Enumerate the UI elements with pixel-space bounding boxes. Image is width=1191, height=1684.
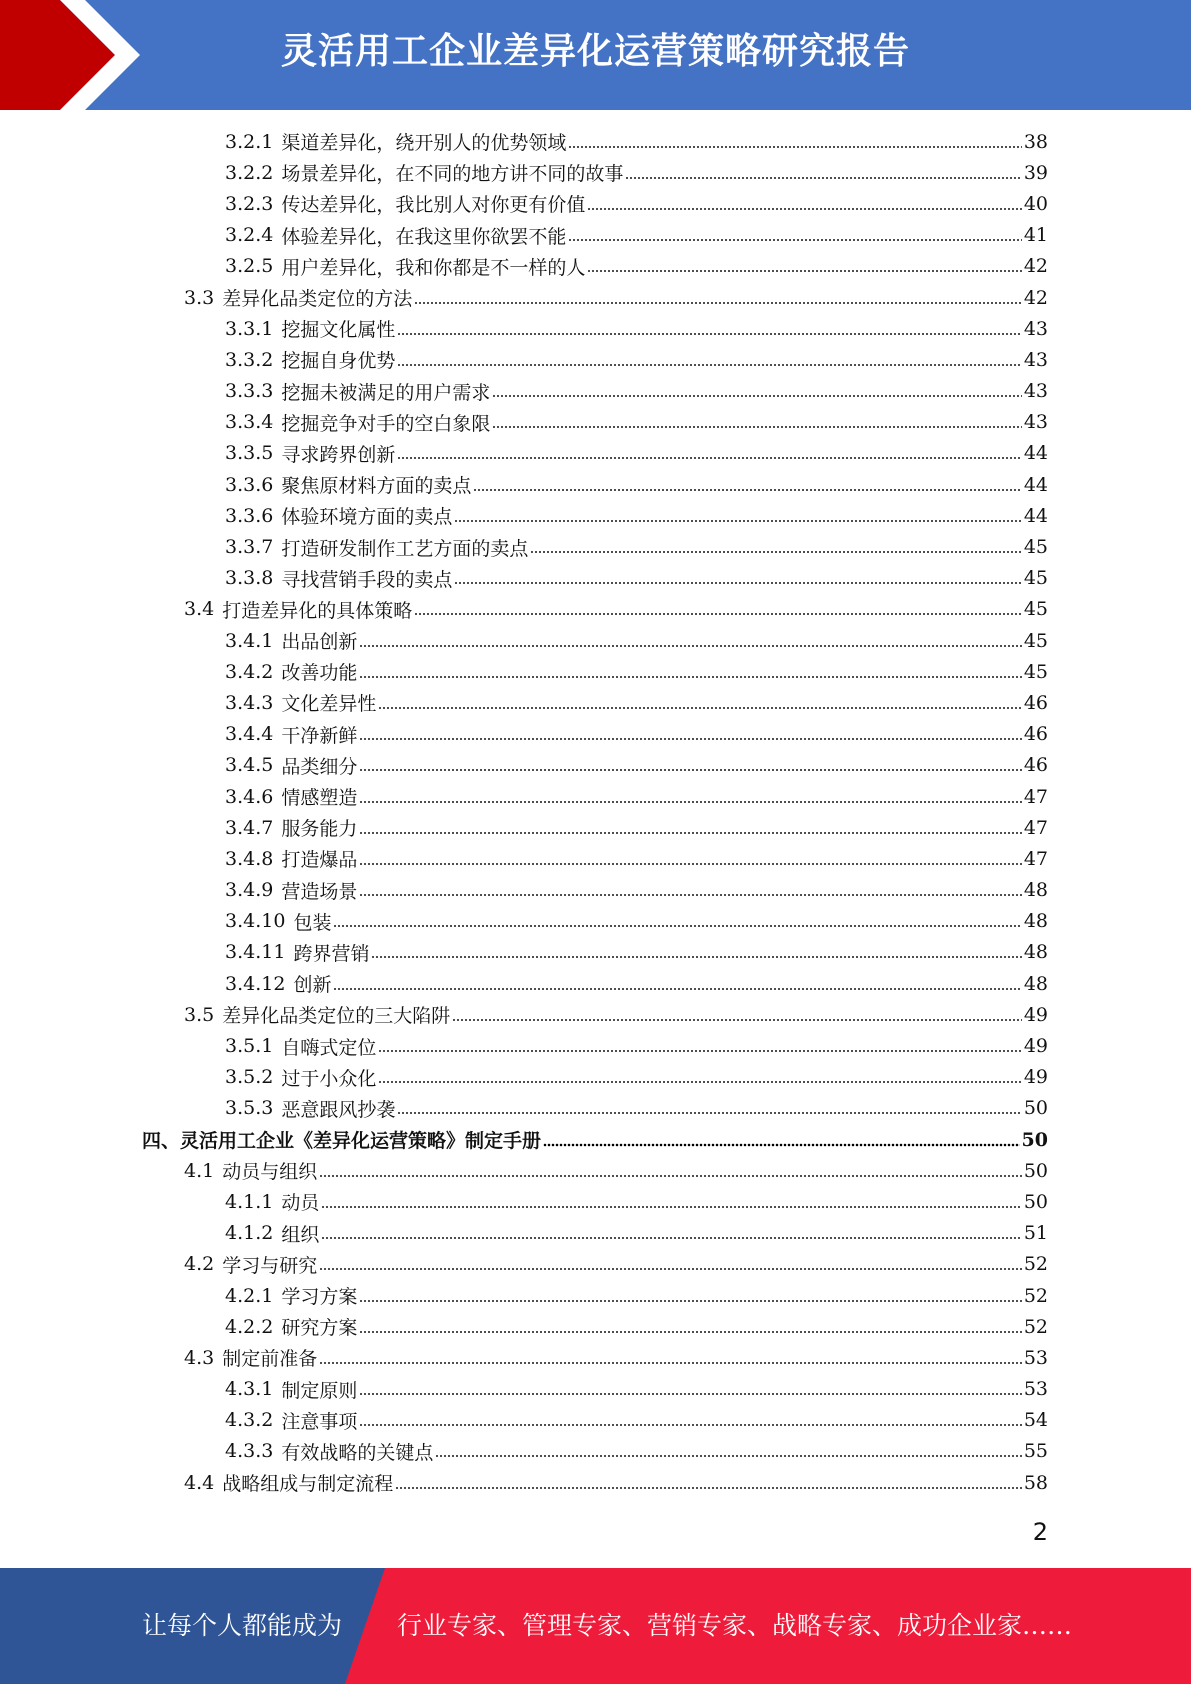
toc-entry-title: 文化差异性 [281,693,377,716]
toc-entry-number: 3.4.8 [225,847,274,870]
toc-entry-number: 3.2.2 [225,161,274,184]
toc-entry-number: 4.2.1 [225,1284,274,1307]
toc-entry-page: 50 [1021,1128,1048,1151]
toc-dot-leader [359,892,1021,898]
toc-entry-title: 创新 [293,974,332,997]
toc-dot-leader [397,455,1021,461]
toc-entry-page: 44 [1023,473,1048,496]
toc-entry-page: 50 [1023,1190,1048,1213]
toc-entry[interactable] [0,1436,1191,1467]
toc-entry-page: 52 [1023,1315,1048,1338]
toc-dot-leader [378,1048,1021,1054]
document-title: 灵活用工企业差异化运营策略研究报告 [280,31,910,72]
toc-dot-leader [359,767,1021,773]
toc-entry-title: 干净新鲜 [281,724,358,747]
footer-roles: 行业专家、管理专家、营销专家、战略专家、成功企业家…… [397,1611,1073,1640]
toc-dot-leader [452,1017,1022,1023]
toc-dot-leader [359,674,1021,680]
toc-dot-leader [568,237,1021,243]
toc-dot-leader [359,1391,1021,1397]
toc-entry[interactable] [0,719,1191,750]
toc-entry-number: 3.3.5 [225,442,274,465]
toc-entry-title: 场景差异化，在不同的地方讲不同的故事 [281,163,624,186]
toc-entry-title: 战略组成与制定流程 [222,1473,394,1496]
toc-dot-leader [333,923,1021,929]
toc-entry-title: 品类细分 [281,755,358,778]
toc-entry-number: 3.4.9 [225,879,274,902]
toc-entry-number: 3.3 [184,286,215,309]
toc-entry[interactable] [0,188,1191,219]
toc-entry-title: 出品创新 [281,631,358,654]
toc-dot-leader [414,300,1022,306]
toc-entry-number: 3.2.4 [225,224,274,247]
toc-dot-leader [587,268,1021,274]
page-header [0,0,1191,110]
toc-entry-page: 49 [1023,1066,1048,1089]
toc-entry-number: 3.5.2 [225,1066,274,1089]
toc-entry-title: 营造场景 [281,880,358,903]
toc-dot-leader [359,799,1021,805]
toc-entry-page: 47 [1023,816,1048,839]
toc-entry[interactable] [0,750,1191,781]
toc-entry-title: 用户差异化，我和你都是不一样的人 [281,256,586,279]
toc-entry[interactable] [0,968,1191,999]
toc-entry-title: 过于小众化 [281,1067,377,1090]
toc-entry-number: 3.4.1 [225,629,274,652]
toc-entry-number: 3.4.4 [225,723,274,746]
toc-entry-number: 3.4.10 [225,910,286,933]
toc-entry[interactable] [0,1311,1191,1342]
toc-entry-page: 43 [1023,348,1048,371]
toc-entry[interactable] [0,1249,1191,1280]
toc-dot-leader [321,1204,1021,1210]
toc-entry-page: 49 [1023,1003,1048,1026]
toc-entry-page: 48 [1023,879,1048,902]
toc-entry-page: 50 [1023,1159,1048,1182]
toc-entry[interactable] [0,906,1191,937]
toc-entry[interactable] [0,1342,1191,1373]
toc-entry-title: 制定前准备 [222,1348,318,1371]
toc-entry[interactable] [0,1280,1191,1311]
toc-dot-leader [414,611,1022,617]
toc-dot-leader [359,861,1021,867]
toc-dot-leader [492,393,1021,399]
toc-entry-number: 3.3.4 [225,411,274,434]
toc-entry[interactable] [0,937,1191,968]
toc-dot-leader [333,986,1021,992]
toc-entry-title: 挖掘自身优势 [281,350,396,373]
toc-entry-number: 3.5.1 [225,1035,274,1058]
toc-entry[interactable] [0,875,1191,906]
toc-entry-title: 组织 [281,1223,320,1246]
toc-dot-leader [543,1142,1020,1148]
toc-entry[interactable] [0,376,1191,407]
toc-entry-title: 渠道差异化，绕开别人的优势领域 [281,132,567,155]
toc-entry-number: 3.3.8 [225,567,274,590]
toc-entry-title: 打造爆品 [281,849,358,872]
toc-dot-leader [454,518,1021,524]
toc-entry[interactable] [0,812,1191,843]
toc-entry[interactable] [0,1155,1191,1186]
toc-entry-title: 动员 [281,1192,320,1215]
toc-entry-page: 45 [1023,598,1048,621]
toc-entry[interactable] [0,469,1191,500]
toc-entry[interactable] [0,251,1191,282]
toc-dot-leader [319,1173,1022,1179]
toc-entry-title: 传达差异化，我比别人对你更有价值 [281,194,586,217]
toc-entry[interactable] [0,1405,1191,1436]
toc-entry-title: 自嗨式定位 [281,1036,377,1059]
toc-entry-page: 48 [1023,910,1048,933]
toc-entry[interactable] [0,220,1191,251]
toc-entry-page: 42 [1023,286,1048,309]
toc-dot-leader [359,830,1021,836]
toc-entry-number: 4.3.2 [225,1409,274,1432]
toc-dot-leader [454,580,1021,586]
toc-entry-number: 3.5.3 [225,1097,274,1120]
toc-entry-number: 3.3.7 [225,536,274,559]
toc-dot-leader [359,643,1021,649]
toc-entry-title: 跨界营销 [293,942,370,965]
toc-dot-leader [378,705,1021,711]
toc-entry-page: 52 [1023,1284,1048,1307]
toc-entry-page: 50 [1023,1097,1048,1120]
toc-entry[interactable] [0,1374,1191,1405]
toc-dot-leader [625,175,1021,181]
toc-dot-leader [435,1453,1021,1459]
toc-entry-number: 4.1.2 [225,1222,274,1245]
page-footer [0,1568,1191,1684]
toc-entry-page: 41 [1023,224,1048,247]
toc-dot-leader [321,1235,1021,1241]
toc-entry[interactable] [0,531,1191,562]
toc-entry-page: 46 [1023,723,1048,746]
toc-dot-leader [530,549,1021,555]
toc-entry-number: 4.1.1 [225,1190,274,1213]
toc-entry-title: 挖掘文化属性 [281,319,396,342]
toc-entry-number: 4.4 [184,1471,215,1494]
toc-dot-leader [359,1329,1021,1335]
toc-entry-number: 3.4.3 [225,691,274,714]
toc-entry[interactable] [0,157,1191,188]
toc-entry-page: 47 [1023,785,1048,808]
toc-entry-title: 学习与研究 [222,1254,318,1277]
toc-entry-page: 40 [1023,192,1048,215]
toc-entry-title: 挖掘竞争对手的空白象限 [281,412,491,435]
toc-entry-page: 39 [1023,161,1048,184]
toc-entry-page: 53 [1023,1378,1048,1401]
toc-entry[interactable] [0,656,1191,687]
toc-entry-number: 3.2.3 [225,192,274,215]
toc-entry-page: 54 [1023,1409,1048,1432]
toc-entry[interactable] [0,1030,1191,1061]
toc-entry[interactable] [0,282,1191,313]
toc-entry-number: 4.3 [184,1346,215,1369]
toc-dot-leader [371,954,1021,960]
toc-entry-page: 44 [1023,504,1048,527]
toc-entry[interactable] [0,407,1191,438]
toc-entry[interactable] [0,843,1191,874]
toc-entry-number: 3.3.2 [225,348,274,371]
toc-dot-leader [397,362,1021,368]
toc-dot-leader [378,1079,1021,1085]
toc-entry-number: 4.2.2 [225,1315,274,1338]
toc-entry-page: 46 [1023,754,1048,777]
toc-entry[interactable] [0,500,1191,531]
footer-slogan: 让每个人都能成为 [142,1611,343,1640]
toc-entry-title: 聚焦原材料方面的卖点 [281,475,472,498]
toc-entry-page: 43 [1023,380,1048,403]
toc-entry-title: 有效战略的关键点 [281,1441,434,1464]
table-of-contents [0,126,1191,1498]
toc-entry-page: 45 [1023,629,1048,652]
toc-dot-leader [492,424,1021,430]
toc-dot-leader [395,1485,1022,1491]
toc-entry-title: 打造差异化的具体策略 [222,599,413,622]
toc-dot-leader [568,144,1021,150]
toc-entry-title: 寻找营销手段的卖点 [281,568,453,591]
toc-entry-number: 4.2 [184,1253,215,1276]
toc-entry-page: 48 [1023,941,1048,964]
toc-entry-number: 3.3.6 [225,504,274,527]
toc-entry-page: 55 [1023,1440,1048,1463]
toc-entry[interactable] [0,594,1191,625]
toc-entry[interactable] [0,1186,1191,1217]
toc-entry-number: 3.4.11 [225,941,286,964]
toc-entry[interactable] [0,1093,1191,1124]
toc-entry-number: 4.3.3 [225,1440,274,1463]
toc-entry-page: 51 [1023,1222,1048,1245]
toc-entry-title: 打造研发制作工艺方面的卖点 [281,537,529,560]
toc-entry-number: 3.2.1 [225,130,274,153]
toc-entry[interactable] [0,1062,1191,1093]
toc-entry-title: 制定原则 [281,1379,358,1402]
toc-entry-page: 44 [1023,442,1048,465]
toc-entry-number: 3.4.6 [225,785,274,808]
toc-entry-number: 3.3.3 [225,380,274,403]
toc-entry-page: 43 [1023,317,1048,340]
toc-dot-leader [473,487,1021,493]
toc-dot-leader [319,1266,1022,1272]
toc-entry-page: 45 [1023,567,1048,590]
toc-entry-page: 49 [1023,1035,1048,1058]
toc-entry-title: 体验环境方面的卖点 [281,506,453,529]
toc-dot-leader [587,206,1021,212]
toc-entry-title: 学习方案 [281,1286,358,1309]
toc-entry-number: 4.3.1 [225,1378,274,1401]
toc-entry[interactable] [0,999,1191,1030]
toc-entry-title: 注意事项 [281,1410,358,1433]
toc-entry-page: 38 [1023,130,1048,153]
toc-entry-number: 3.4.2 [225,660,274,683]
toc-entry-title: 寻求跨界创新 [281,443,396,466]
toc-entry-number: 3.3.6 [225,473,274,496]
toc-entry-title: 情感塑造 [281,787,358,810]
toc-entry-number: 3.4.7 [225,816,274,839]
toc-entry[interactable] [0,313,1191,344]
toc-dot-leader [359,1298,1021,1304]
toc-entry[interactable] [0,563,1191,594]
toc-dot-leader [397,1110,1021,1116]
toc-entry-title: 差异化品类定位的三大陷阱 [222,1005,451,1028]
toc-entry-title: 体验差异化，在我这里你欲罢不能 [281,225,567,248]
toc-entry-title: 服务能力 [281,818,358,841]
toc-entry-number: 3.5 [184,1003,215,1026]
toc-entry-page: 45 [1023,660,1048,683]
toc-entry-page: 42 [1023,255,1048,278]
toc-entry-page: 45 [1023,536,1048,559]
toc-dot-leader [359,1422,1021,1428]
toc-entry-title: 四、灵活用工企业《差异化运营策略》制定手册 [142,1130,542,1153]
toc-entry-title: 研究方案 [281,1317,358,1340]
toc-dot-leader [397,331,1021,337]
toc-entry[interactable] [0,126,1191,157]
toc-entry[interactable] [0,1218,1191,1249]
toc-entry-page: 52 [1023,1253,1048,1276]
toc-entry-number: 3.3.1 [225,317,274,340]
toc-entry-number: 4.1 [184,1159,215,1182]
toc-entry-page: 46 [1023,691,1048,714]
toc-entry-title: 包装 [293,911,332,934]
toc-entry-page: 48 [1023,972,1048,995]
toc-entry-page: 53 [1023,1346,1048,1369]
toc-entry-number: 3.4.12 [225,972,286,995]
toc-entry-page: 43 [1023,411,1048,434]
toc-entry-title: 恶意跟风抄袭 [281,1098,396,1121]
toc-entry[interactable] [0,781,1191,812]
toc-entry-number: 3.4.5 [225,754,274,777]
toc-entry[interactable] [0,625,1191,656]
toc-entry-title: 挖掘未被满足的用户需求 [281,381,491,404]
toc-entry[interactable] [0,344,1191,375]
toc-entry-title: 差异化品类定位的方法 [222,288,413,311]
toc-entry-number: 3.4 [184,598,215,621]
toc-entry-page: 58 [1023,1471,1048,1494]
toc-entry-number: 3.2.5 [225,255,274,278]
toc-entry[interactable] [0,687,1191,718]
toc-entry[interactable] [0,1467,1191,1498]
page-number: 2 [1032,1518,1048,1546]
toc-entry[interactable] [0,1124,1191,1155]
toc-dot-leader [319,1360,1022,1366]
toc-entry-page: 47 [1023,847,1048,870]
toc-entry-title: 改善功能 [281,662,358,685]
toc-entry-title: 动员与组织 [222,1161,318,1184]
toc-dot-leader [359,736,1021,742]
toc-entry[interactable] [0,438,1191,469]
